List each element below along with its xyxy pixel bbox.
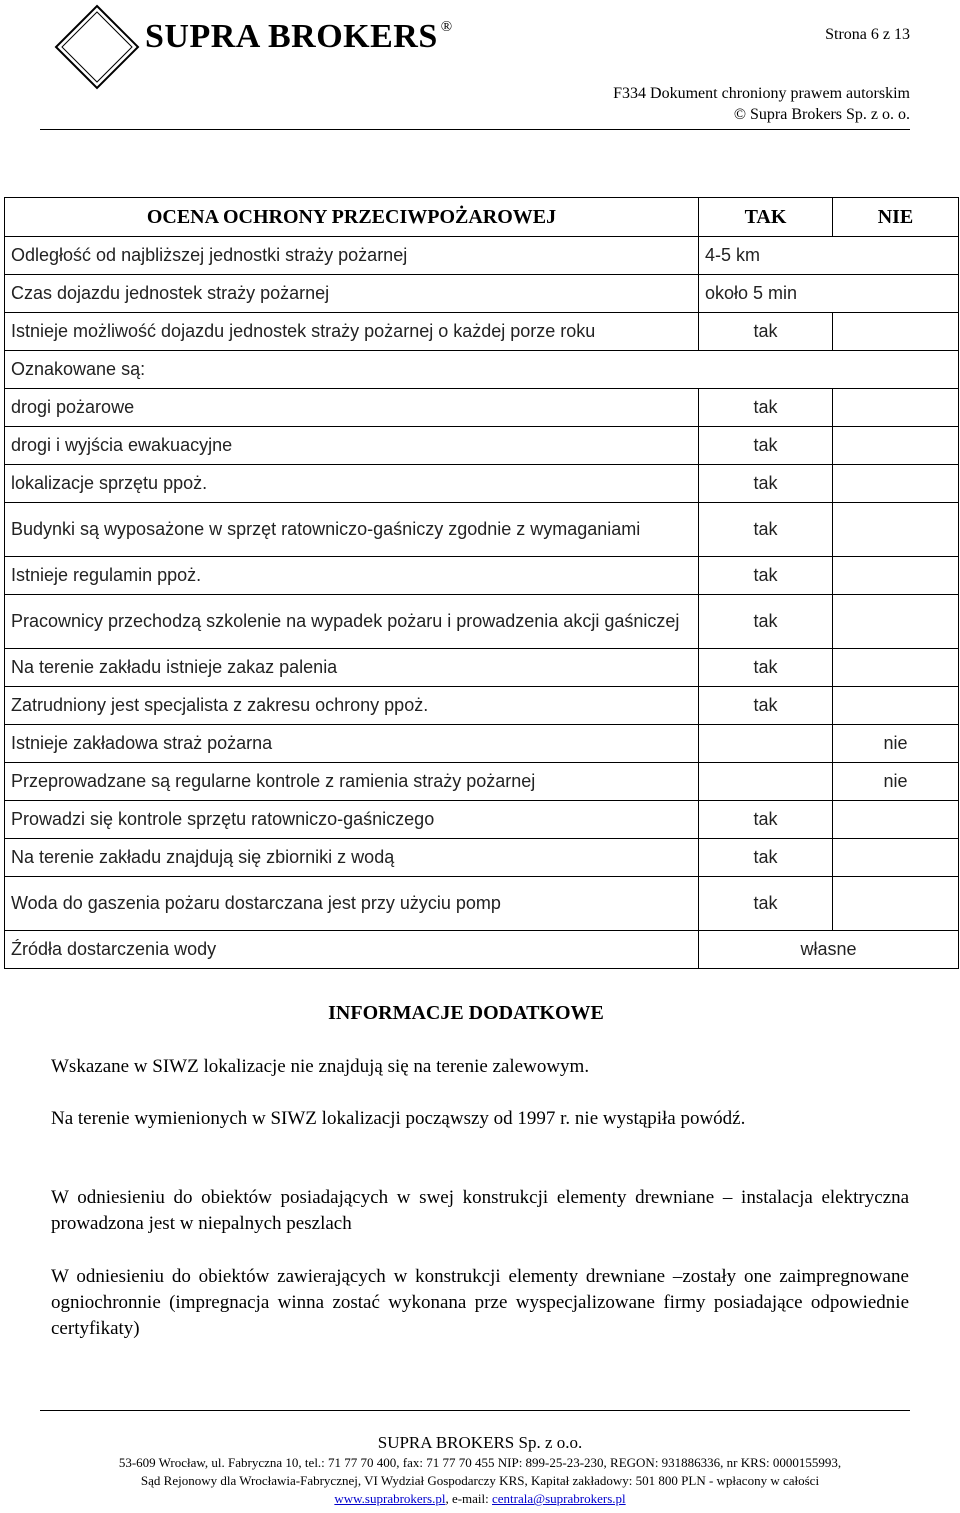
row-label: lokalizacje sprzętu ppoż. xyxy=(5,465,699,503)
row-no: nie xyxy=(833,763,959,801)
row-no xyxy=(833,427,959,465)
section-label: Oznakowane są: xyxy=(5,351,959,389)
table-row xyxy=(5,687,959,725)
row-no xyxy=(833,839,959,877)
row-label: Odległość od najbliższej jednostki straży pożarnej xyxy=(5,237,699,275)
page-number: Strona 6 z 13 xyxy=(825,26,910,43)
supra-brokers-logo-icon xyxy=(54,4,140,90)
row-label: drogi i wyjścia ewakuacyjne xyxy=(5,427,699,465)
table-row xyxy=(5,503,959,557)
table-row xyxy=(5,877,959,931)
footer-contact xyxy=(0,1491,960,1507)
row-no xyxy=(833,313,959,351)
row-yes: tak xyxy=(699,649,833,687)
row-no xyxy=(833,389,959,427)
row-yes xyxy=(699,725,833,763)
additional-info-paragraph-1: Wskazane w SIWZ lokalizacje nie znajdują się na terenie zalewowym. xyxy=(51,1056,590,1077)
row-no xyxy=(833,801,959,839)
row-label: Istnieje zakładowa straż pożarna xyxy=(5,725,699,763)
additional-info-paragraph-2: Na terenie wymienionych w SIWZ lokalizacji począwszy od 1997 r. nie wystąpiła powódź. xyxy=(51,1108,746,1129)
row-yes: tak xyxy=(699,687,833,725)
email-label: , e-mail: xyxy=(445,1491,493,1506)
table-row xyxy=(5,389,959,427)
table-row xyxy=(5,931,959,969)
row-no xyxy=(833,649,959,687)
table-row xyxy=(5,427,959,465)
table-row xyxy=(5,725,959,763)
row-label: Istnieje regulamin ppoż. xyxy=(5,557,699,595)
row-label: Woda do gaszenia pożaru dostarczana jest przy użyciu pomp xyxy=(5,877,699,931)
row-label: Istnieje możliwość dojazdu jednostek straży pożarnej o każdej porze roku xyxy=(5,313,699,351)
row-label: Na terenie zakładu istnieje zakaz palenia xyxy=(5,649,699,687)
copyright-line-2: © Supra Brokers Sp. z o. o. xyxy=(733,106,910,123)
row-yes: tak xyxy=(699,801,833,839)
copyright-line-1: F334 Dokument chroniony prawem autorskim xyxy=(613,85,910,102)
row-label: Na terenie zakładu znajdują się zbiorniki z wodą xyxy=(5,839,699,877)
footer-court-info: Sąd Rejonowy dla Wrocławia-Fabrycznej, VI Wydział Gospodarczy KRS, Kapitał zakładowy: 501 800 PLN - wpłacony w całości xyxy=(140,1473,820,1488)
row-yes: tak xyxy=(699,839,833,877)
footer-divider xyxy=(40,1410,910,1411)
row-yes: tak xyxy=(699,427,833,465)
table-row xyxy=(5,595,959,649)
fire-protection-table xyxy=(4,197,959,969)
brand-text: SUPRA BROKERS xyxy=(145,18,438,55)
row-label: Przeprowadzane są regularne kontrole z ramienia straży pożarnej xyxy=(5,763,699,801)
row-label: Budynki są wyposażone w sprzęt ratowniczo-gaśniczy zgodnie z wymaganiami xyxy=(5,503,699,557)
table-row xyxy=(5,763,959,801)
row-label: drogi pożarowe xyxy=(5,389,699,427)
table-title: OCENA OCHRONY PRZECIWPOŻAROWEJ xyxy=(5,198,699,237)
row-no xyxy=(833,503,959,557)
row-value: 4-5 km xyxy=(699,237,959,275)
additional-info-paragraph-4: W odniesieniu do obiektów zawierających w konstrukcji elementy drewniane –zostały one zaimpregnowane ogniochronnie (impregnacja winna zostać wykonana prze wyspecjalizowane firmy posiadające odpowiednie certyfikaty) xyxy=(51,1266,909,1339)
table-row xyxy=(5,465,959,503)
row-yes: tak xyxy=(699,557,833,595)
table-row xyxy=(5,557,959,595)
row-value: około 5 min xyxy=(699,275,959,313)
email-link[interactable]: centrala@suprabrokers.pl xyxy=(492,1491,626,1506)
column-header-nie: NIE xyxy=(833,198,959,237)
header-divider xyxy=(40,129,910,130)
footer-company: SUPRA BROKERS Sp. z o.o. xyxy=(377,1433,583,1452)
row-no xyxy=(833,595,959,649)
table-row xyxy=(5,275,959,313)
additional-info-paragraph-3: W odniesieniu do obiektów posiadających w swej konstrukcji elementy drewniane – instalacja elektryczna prowadzona jest w niepalnych peszlach xyxy=(51,1187,909,1234)
table-row xyxy=(5,649,959,687)
row-yes xyxy=(699,763,833,801)
brand-name xyxy=(145,18,453,56)
table-row xyxy=(5,313,959,351)
table-row xyxy=(5,351,959,389)
row-value: własne xyxy=(699,931,959,969)
row-yes: tak xyxy=(699,313,833,351)
footer-address: 53-609 Wrocław, ul. Fabryczna 10, tel.: 71 77 70 400, fax: 71 77 70 455 NIP: 899-25-23-230, REGON: 931886336, nr KRS: 0000155993, xyxy=(118,1455,842,1470)
row-label: Prowadzi się kontrole sprzętu ratowniczo-gaśniczego xyxy=(5,801,699,839)
row-yes: tak xyxy=(699,465,833,503)
registered-mark: ® xyxy=(440,19,453,35)
row-yes: tak xyxy=(699,877,833,931)
row-yes: tak xyxy=(699,595,833,649)
additional-info-title: INFORMACJE DODATKOWE xyxy=(328,1002,604,1024)
row-yes: tak xyxy=(699,503,833,557)
website-link[interactable]: www.suprabrokers.pl xyxy=(334,1491,446,1506)
row-no xyxy=(833,557,959,595)
row-label: Czas dojazdu jednostek straży pożarnej xyxy=(5,275,699,313)
table-header-row xyxy=(5,198,959,237)
row-label: Pracownicy przechodzą szkolenie na wypadek pożaru i prowadzenia akcji gaśniczej xyxy=(5,595,699,649)
row-label: Źródła dostarczenia wody xyxy=(5,931,699,969)
row-no xyxy=(833,465,959,503)
table-row xyxy=(5,801,959,839)
row-label: Zatrudniony jest specjalista z zakresu ochrony ppoż. xyxy=(5,687,699,725)
row-no xyxy=(833,687,959,725)
table-row xyxy=(5,839,959,877)
column-header-tak: TAK xyxy=(699,198,833,237)
row-no xyxy=(833,877,959,931)
table-row xyxy=(5,237,959,275)
row-yes: tak xyxy=(699,389,833,427)
row-no: nie xyxy=(833,725,959,763)
